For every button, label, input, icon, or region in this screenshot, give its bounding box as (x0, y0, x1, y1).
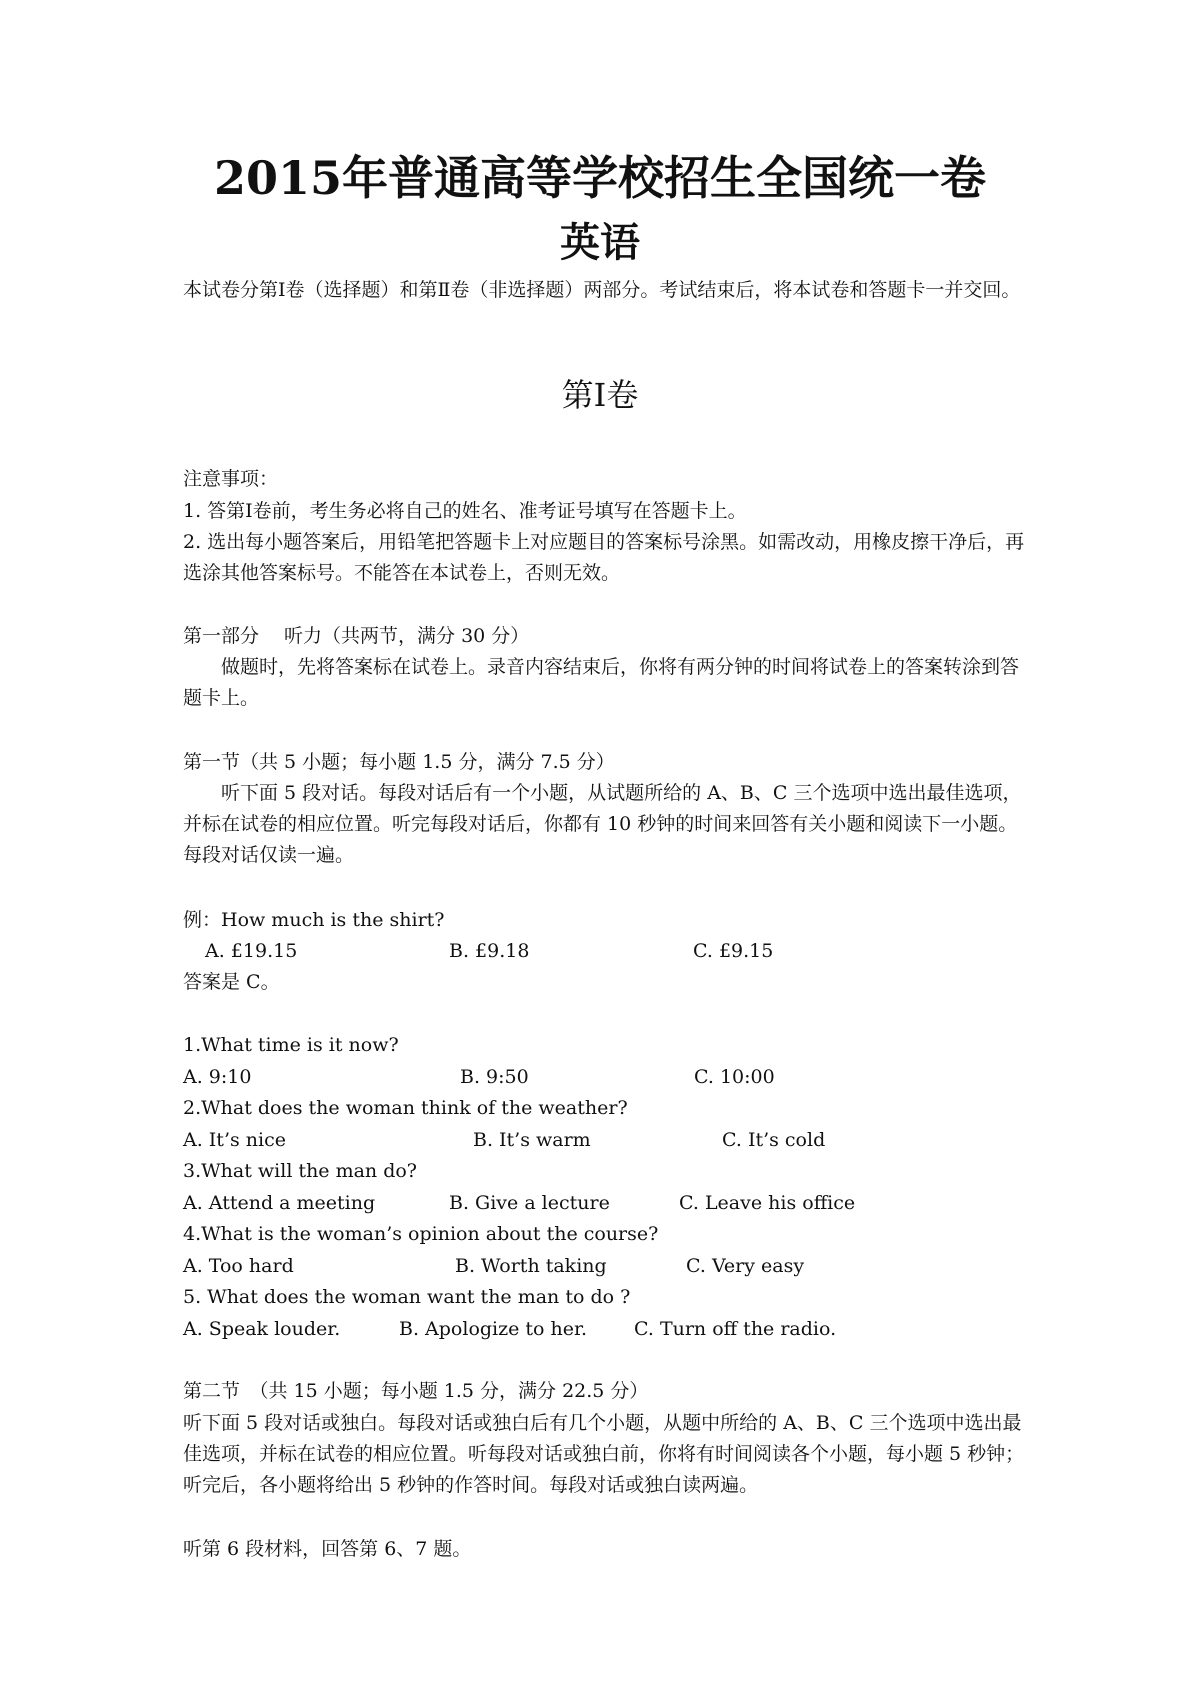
notes-item-1: 1. 答第Ⅰ卷前，考生务必将自己的姓名、准考证号填写在答题卡上。 (183, 500, 747, 522)
q4-option-b: B. Worth taking (455, 1255, 607, 1277)
q4-option-a: A. Too hard (183, 1255, 294, 1277)
question-3-options (183, 1188, 1033, 1219)
q1-option-b: B. 9:50 (460, 1066, 529, 1088)
question-2-options (183, 1125, 1033, 1156)
q1-option-a: A. 9:10 (183, 1066, 252, 1088)
example-option-a: A. £19.15 (205, 940, 298, 962)
intro-paragraph: 本试卷分第Ⅰ卷（选择题）和第Ⅱ卷（非选择题）两部分。考试结束后，将本试卷和答题卡一并交回。 (183, 279, 1021, 301)
example-answer: 答案是 C。 (183, 971, 280, 993)
q2-option-a: A. It’s nice (183, 1129, 286, 1151)
q2-option-c: C. It’s cold (722, 1129, 826, 1151)
section2-heading: 第二节 （共 15 小题；每小题 1.5 分，满分 22.5 分） (183, 1380, 649, 1402)
question-1-options (183, 1062, 1033, 1093)
question-5-options (183, 1314, 1033, 1345)
q3-option-a: A. Attend a meeting (183, 1192, 376, 1214)
notes-heading: 注意事项： (183, 468, 279, 490)
question-4: 4.What is the woman’s opinion about the course? (183, 1223, 659, 1245)
q5-option-a: A. Speak louder. (183, 1318, 341, 1340)
subject-title: 英语 (560, 219, 640, 266)
section2-prompt: 听第 6 段材料，回答第 6、7 题。 (183, 1538, 472, 1560)
exam-title: 2015年普通高等学校招生全国统一卷 (213, 151, 987, 205)
question-5: 5. What does the woman want the man to do ? (183, 1286, 631, 1308)
question-3: 3.What will the man do? (183, 1160, 417, 1182)
q5-option-c: C. Turn off the radio. (634, 1318, 837, 1340)
section2-instructions: 听下面 5 段对话或独白。每段对话或独白后有几个小题，从题中所给的 A、B、C 三个选项中选出最佳选项，并标在试卷的相应位置。听每段对话或独白前，你将有时间阅读各个小题，每小题 5 秒钟；听完后，各小题将给出 5 秒钟的作答时间。每段对话或独白读两遍。 (183, 1412, 1025, 1496)
part1-instructions: 做题时，先将答案标在试卷上。录音内容结束后，你将有两分钟的时间将试卷上的答案转涂到答题卡上。 (183, 656, 1020, 709)
section1-heading: 第一节（共 5 小题；每小题 1.5 分，满分 7.5 分） (183, 751, 615, 773)
q3-option-c: C. Leave his office (679, 1192, 856, 1214)
example-option-c: C. £9.15 (693, 940, 774, 962)
example-question: 例：How much is the shirt? (183, 909, 445, 931)
volume-title: 第Ⅰ卷 (561, 376, 639, 414)
q4-option-c: C. Very easy (686, 1255, 805, 1277)
question-4-options (183, 1251, 1033, 1282)
section1-instructions: 听下面 5 段对话。每段对话后有一个小题，从试题所给的 A、B、C 三个选项中选出最佳选项，并标在试卷的相应位置。听完每段对话后，你都有 10 秒钟的时间来回答有关小题和阅读下一小题。每段对话仅读一遍。 (183, 782, 1022, 866)
q2-option-b: B. It’s warm (473, 1129, 591, 1151)
question-2: 2.What does the woman think of the weather? (183, 1097, 628, 1119)
part1-heading: 第一部分 听力（共两节，满分 30 分） (183, 625, 530, 647)
q5-option-b: B. Apologize to her. (399, 1318, 588, 1340)
example-option-b: B. £9.18 (449, 940, 530, 962)
q1-option-c: C. 10:00 (694, 1066, 775, 1088)
q3-option-b: B. Give a lecture (449, 1192, 610, 1214)
example-options (183, 936, 1033, 967)
question-1: 1.What time is it now? (183, 1034, 399, 1056)
notes-item-2: 2. 选出每小题答案后，用铅笔把答题卡上对应题目的答案标号涂黑。如需改动，用橡皮擦干净后，再选涂其他答案标号。不能答在本试卷上，否则无效。 (183, 531, 1025, 584)
